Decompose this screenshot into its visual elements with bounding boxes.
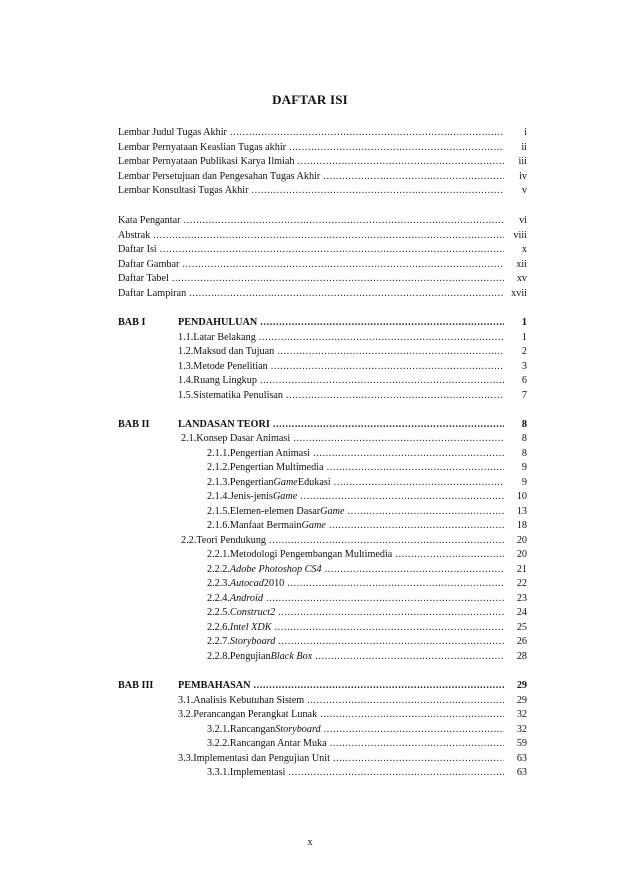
toc-entry-italic-text: Intel XDK <box>229 622 272 633</box>
toc-entry-number: 1.2. <box>178 346 194 357</box>
toc-entry-text: Pengertian <box>229 477 274 488</box>
dot-leader <box>334 476 504 491</box>
toc-entry-number: 2.2.3. <box>207 578 230 589</box>
toc-entry-italic-text: Game <box>301 520 326 531</box>
toc-entry-label <box>178 389 283 404</box>
toc-entry-text: Elemen-elemen Dasar <box>229 506 321 517</box>
dot-leader <box>172 272 504 287</box>
toc-entry-number: 1.4. <box>178 375 194 386</box>
toc-entry-number: 2.1.3. <box>207 477 230 488</box>
dot-leader <box>160 243 504 258</box>
toc-entry-label <box>118 272 169 287</box>
section-entry[interactable] <box>181 432 527 447</box>
toc-entry-italic-text: Black Box <box>270 651 313 662</box>
toc-entry-text: Lembar Konsultasi Tugas Akhir <box>118 185 249 196</box>
toc-page-number: 29 <box>516 695 527 706</box>
toc-entry-label <box>178 374 257 389</box>
dot-leader <box>278 635 504 650</box>
toc-entry-label <box>118 126 227 141</box>
front-matter-entry[interactable] <box>118 141 527 156</box>
toc-entry-label <box>118 316 257 331</box>
toc-entry-label <box>178 360 268 375</box>
toc-entry-italic-text: Adobe Photoshop CS4 <box>229 564 322 575</box>
toc-entry-number: 2.1.5. <box>207 506 230 517</box>
front-matter-entry[interactable] <box>118 258 527 273</box>
dot-leader <box>307 694 504 709</box>
chapter-2-entry[interactable] <box>118 418 527 433</box>
toc-entry-label <box>118 258 179 273</box>
toc-entry-number: 2.2.7. <box>207 636 230 647</box>
front-matter-entry[interactable] <box>118 243 527 258</box>
toc-entry-text: Kata Pengantar <box>118 215 181 226</box>
toc-entry-label <box>178 331 256 346</box>
dot-leader <box>298 155 504 170</box>
toc-page-number: 1 <box>521 317 527 328</box>
toc-page-number: 20 <box>516 535 527 546</box>
toc-page-number: 2 <box>521 346 527 357</box>
chapter-code: BAB II <box>118 419 150 430</box>
dot-leader <box>289 141 504 156</box>
toc-page-number: 18 <box>516 520 527 531</box>
toc-page-number: 6 <box>521 375 527 386</box>
dot-leader <box>260 374 504 389</box>
dot-leader <box>277 345 504 360</box>
toc-page-number: xii <box>516 259 527 270</box>
toc-entry-label <box>118 243 157 258</box>
toc-entry-label <box>207 490 297 505</box>
toc-page-number: 9 <box>521 462 527 473</box>
front-matter-entry[interactable] <box>118 184 527 199</box>
toc-entry-text: Daftar Lampiran <box>118 288 187 299</box>
toc-entry-number: 2.1.2. <box>207 462 230 473</box>
dot-leader <box>293 432 504 447</box>
toc-page-number: 9 <box>521 477 527 488</box>
toc-entry-label <box>207 606 275 621</box>
toc-entry-text: Ruang Lingkup <box>193 375 257 386</box>
toc-entry-label <box>207 577 284 592</box>
toc-entry-italic-text: Autocad <box>229 578 264 589</box>
dot-leader <box>275 621 504 636</box>
toc-entry-text: Rancangan Antar Muka <box>229 738 327 749</box>
toc-entry-number: 2.2. <box>181 535 197 546</box>
toc-page-number: 22 <box>516 578 527 589</box>
toc-entry-label <box>118 214 181 229</box>
toc-entry-number: 2.2.1. <box>207 549 230 560</box>
dot-leader <box>313 447 504 462</box>
toc-entry-text: Pengujian <box>229 651 271 662</box>
toc-page-number: 63 <box>516 753 527 764</box>
toc-entry-italic-text: Storyboard <box>229 636 276 647</box>
toc-entry-text: Lembar Pernyataan Keaslian Tugas akhir <box>118 142 287 153</box>
toc-entry-text: Pengertian Animasi <box>229 448 310 459</box>
subsection-entry[interactable] <box>207 592 527 607</box>
page-title: DAFTAR ISI <box>272 92 348 107</box>
toc-entry-number: 2.2.6. <box>207 622 230 633</box>
toc-entry-text: Latar Belakang <box>193 332 256 343</box>
toc-entry-text: Rancangan <box>229 724 276 735</box>
toc-page-number: i <box>524 127 527 138</box>
dot-leader <box>329 519 504 534</box>
toc-page-number: 29 <box>516 680 527 691</box>
dot-leader <box>269 534 504 549</box>
dot-leader <box>259 331 504 346</box>
toc-page-number: iii <box>518 156 527 167</box>
front-matter-entry[interactable] <box>118 214 527 229</box>
dot-leader <box>288 766 504 781</box>
subsection-entry[interactable] <box>207 447 527 462</box>
subsection-entry[interactable] <box>207 563 527 578</box>
toc-entry-italic-text: Game <box>273 477 298 488</box>
toc-page-number: ii <box>521 142 527 153</box>
dot-leader <box>266 592 504 607</box>
toc-entry-text: Pengertian Multimedia <box>229 462 324 473</box>
subsection-entry[interactable] <box>207 766 527 781</box>
chapter-title: LANDASAN TEORI <box>178 419 270 430</box>
front-matter-entry[interactable] <box>118 272 527 287</box>
toc-entry-text: Maksud dan Tujuan <box>193 346 275 357</box>
toc-entry-label <box>118 418 270 433</box>
section-entry[interactable] <box>178 331 527 346</box>
toc-entry-text: Lembar Judul Tugas Akhir <box>118 127 227 138</box>
toc-entry-label <box>178 708 317 723</box>
dot-leader <box>315 650 504 665</box>
toc-entry-label <box>118 679 250 694</box>
section-entry[interactable] <box>181 534 527 549</box>
chapter-code: BAB III <box>118 680 154 691</box>
section-entry[interactable] <box>178 694 527 709</box>
subsection-entry[interactable] <box>207 723 527 738</box>
toc-entry-label <box>207 476 331 491</box>
toc-entry-text: Lembar Persetujuan dan Pengesahan Tugas Akhir <box>118 171 321 182</box>
toc-page-number: 13 <box>516 506 527 517</box>
dot-leader <box>300 490 504 505</box>
toc-entry-text: Teori Pendukung <box>196 535 267 546</box>
subsection-entry[interactable] <box>207 548 527 563</box>
dot-leader <box>253 679 504 694</box>
toc-entry-number: 2.2.2. <box>207 564 230 575</box>
toc-page-number: vi <box>519 215 527 226</box>
front-matter-entry[interactable] <box>118 287 527 302</box>
subsection-entry[interactable] <box>207 490 527 505</box>
toc-entry-number: 1.1. <box>178 332 194 343</box>
dot-leader <box>286 389 504 404</box>
chapter-code: BAB I <box>118 317 146 328</box>
section-entry[interactable] <box>178 752 527 767</box>
toc-page-number: 3 <box>521 361 527 372</box>
section-entry[interactable] <box>178 345 527 360</box>
toc-entry-label <box>178 345 274 360</box>
toc-page-number: iv <box>519 171 527 182</box>
toc-entry-text: 2010 <box>263 578 285 589</box>
toc-entry-label <box>178 694 304 709</box>
toc-page-number: 59 <box>516 738 527 749</box>
dot-leader <box>273 418 504 433</box>
chapter-1-entry[interactable] <box>118 316 527 331</box>
subsection-entry[interactable] <box>207 461 527 476</box>
section-entry[interactable] <box>178 374 527 389</box>
front-matter-entry[interactable] <box>118 155 527 170</box>
dot-leader <box>330 737 504 752</box>
toc-entry-label <box>178 752 330 767</box>
toc-entry-text: Sistematika Penulisan <box>193 390 283 401</box>
dot-leader <box>153 229 504 244</box>
toc-entry-label <box>118 229 150 244</box>
front-matter-entry[interactable] <box>118 170 527 185</box>
toc-entry-number: 2.1.1. <box>207 448 230 459</box>
toc-entry-number: 1.3. <box>178 361 194 372</box>
dot-leader <box>182 258 504 273</box>
toc-entry-text: Edukasi <box>297 477 331 488</box>
toc-entry-label <box>118 141 286 156</box>
subsection-entry[interactable] <box>207 577 527 592</box>
toc-entry-label <box>207 563 322 578</box>
toc-entry-italic-text: Construct2 <box>229 607 276 618</box>
section-entry[interactable] <box>178 360 527 375</box>
toc-entry-label <box>207 635 275 650</box>
front-matter-entry[interactable] <box>118 126 527 141</box>
subsection-entry[interactable] <box>207 519 527 534</box>
toc-entry-text: Manfaat Bermain <box>229 520 302 531</box>
toc-entry-label <box>118 155 295 170</box>
toc-entry-label <box>207 447 310 462</box>
subsection-entry[interactable] <box>207 621 527 636</box>
toc-page-number: xvii <box>511 288 527 299</box>
subsection-entry[interactable] <box>207 476 527 491</box>
subsection-entry[interactable] <box>207 635 527 650</box>
toc-page-number: 8 <box>521 433 527 444</box>
toc-entry-label <box>207 461 324 476</box>
toc-entry-text: Daftar Tabel <box>118 273 169 284</box>
dot-leader <box>348 505 505 520</box>
front-matter-entry[interactable] <box>118 229 527 244</box>
toc-entry-label <box>207 737 327 752</box>
toc-entry-label <box>181 432 290 447</box>
toc-page-number: 8 <box>521 419 527 430</box>
subsection-entry[interactable] <box>207 505 527 520</box>
toc-page-number: 7 <box>521 390 527 401</box>
toc-entry-italic-text: Game <box>272 491 298 502</box>
toc-entry-italic-text: Game <box>320 506 345 517</box>
dot-leader <box>230 126 504 141</box>
toc-page-number: 24 <box>516 607 527 618</box>
dot-leader <box>260 316 504 331</box>
toc-entry-label <box>207 519 326 534</box>
toc-entry-label <box>118 170 320 185</box>
toc-page-number: 32 <box>516 709 527 720</box>
toc-page-number: v <box>521 185 527 196</box>
dot-leader <box>325 563 504 578</box>
toc-page-number: 20 <box>516 549 527 560</box>
toc-entry-text: Konsep Dasar Animasi <box>196 433 291 444</box>
dot-leader <box>278 606 504 621</box>
toc-entry-label <box>181 534 266 549</box>
toc-entry-italic-text: Storyboard <box>275 724 321 735</box>
chapter-title: PEMBAHASAN <box>178 680 251 691</box>
toc-entry-label <box>207 723 321 738</box>
toc-entry-text: Analisis Kebutuhan Sistem <box>193 695 305 706</box>
toc-page-number: 63 <box>516 767 527 778</box>
subsection-entry[interactable] <box>207 606 527 621</box>
dot-leader <box>327 461 504 476</box>
toc-entry-text: Metodologi Pengembangan Multimedia <box>229 549 393 560</box>
toc-entry-label <box>207 592 263 607</box>
toc-entry-number: 2.2.5. <box>207 607 230 618</box>
toc-entry-label <box>118 287 186 302</box>
toc-entry-number: 2.1.4. <box>207 491 230 502</box>
toc-page-number: xv <box>516 273 527 284</box>
dot-leader <box>251 184 504 199</box>
toc-entry-number: 2.1.6. <box>207 520 230 531</box>
toc-page-number: viii <box>513 230 527 241</box>
toc-entry-text: Abstrak <box>118 230 151 241</box>
toc-entry-text: Metode Penelitian <box>193 361 268 372</box>
toc-entry-number: 2.2.8. <box>207 651 230 662</box>
toc-entry-text: Implementasi <box>229 767 286 778</box>
toc-entry-text: Daftar Gambar <box>118 259 180 270</box>
toc-page-number: 1 <box>521 332 527 343</box>
section-entry[interactable] <box>178 708 527 723</box>
dot-leader <box>320 708 504 723</box>
section-entry[interactable] <box>178 389 527 404</box>
toc-page-number: 10 <box>516 491 527 502</box>
subsection-entry[interactable] <box>207 737 527 752</box>
toc-entry-text: Jenis-jenis <box>229 491 273 502</box>
subsection-entry[interactable] <box>207 650 527 665</box>
chapter-3-entry[interactable] <box>118 679 527 694</box>
toc-page-number: 8 <box>521 448 527 459</box>
toc-entry-italic-text: Android <box>229 593 263 604</box>
toc-entry-text: Implementasi dan Pengujian Unit <box>193 753 330 764</box>
toc-entry-label <box>207 766 285 781</box>
toc-entry-label <box>118 184 248 199</box>
chapter-title: PENDAHULUAN <box>178 317 258 328</box>
toc-entry-label <box>207 505 345 520</box>
toc-page-number: 25 <box>516 622 527 633</box>
toc-entry-number: 3.2. <box>178 709 194 720</box>
toc-page-number: 28 <box>516 651 527 662</box>
dot-leader <box>184 214 504 229</box>
toc-entry-number: 3.2.2. <box>207 738 230 749</box>
toc-entry-text: Perancangan Perangkat Lunak <box>193 709 318 720</box>
toc-entry-number: 3.2.1. <box>207 724 230 735</box>
toc-entry-label <box>207 650 312 665</box>
toc-entry-text: Lembar Pernyataan Publikasi Karya Ilmiah <box>118 156 295 167</box>
toc-entry-number: 3.1. <box>178 695 194 706</box>
toc-entry-number: 2.2.4. <box>207 593 230 604</box>
toc-page-number: 23 <box>516 593 527 604</box>
toc-page-number: 21 <box>516 564 527 575</box>
dot-leader <box>271 360 504 375</box>
toc-entry-label <box>207 548 392 563</box>
toc-entry-number: 2.1. <box>181 433 197 444</box>
dot-leader <box>324 723 504 738</box>
toc-page-number: 32 <box>516 724 527 735</box>
toc-page-number: x <box>521 244 527 255</box>
page-number: x <box>307 837 313 848</box>
toc-entry-number: 3.3. <box>178 753 194 764</box>
dot-leader <box>333 752 504 767</box>
dot-leader <box>395 548 504 563</box>
dot-leader <box>189 287 504 302</box>
toc-entry-number: 3.3.1. <box>207 767 230 778</box>
dot-leader <box>287 577 504 592</box>
toc-entry-number: 1.5. <box>178 390 194 401</box>
dot-leader <box>323 170 504 185</box>
toc-page-number: 26 <box>516 636 527 647</box>
toc-entry-label <box>207 621 272 636</box>
toc-entry-text: Daftar Isi <box>118 244 157 255</box>
